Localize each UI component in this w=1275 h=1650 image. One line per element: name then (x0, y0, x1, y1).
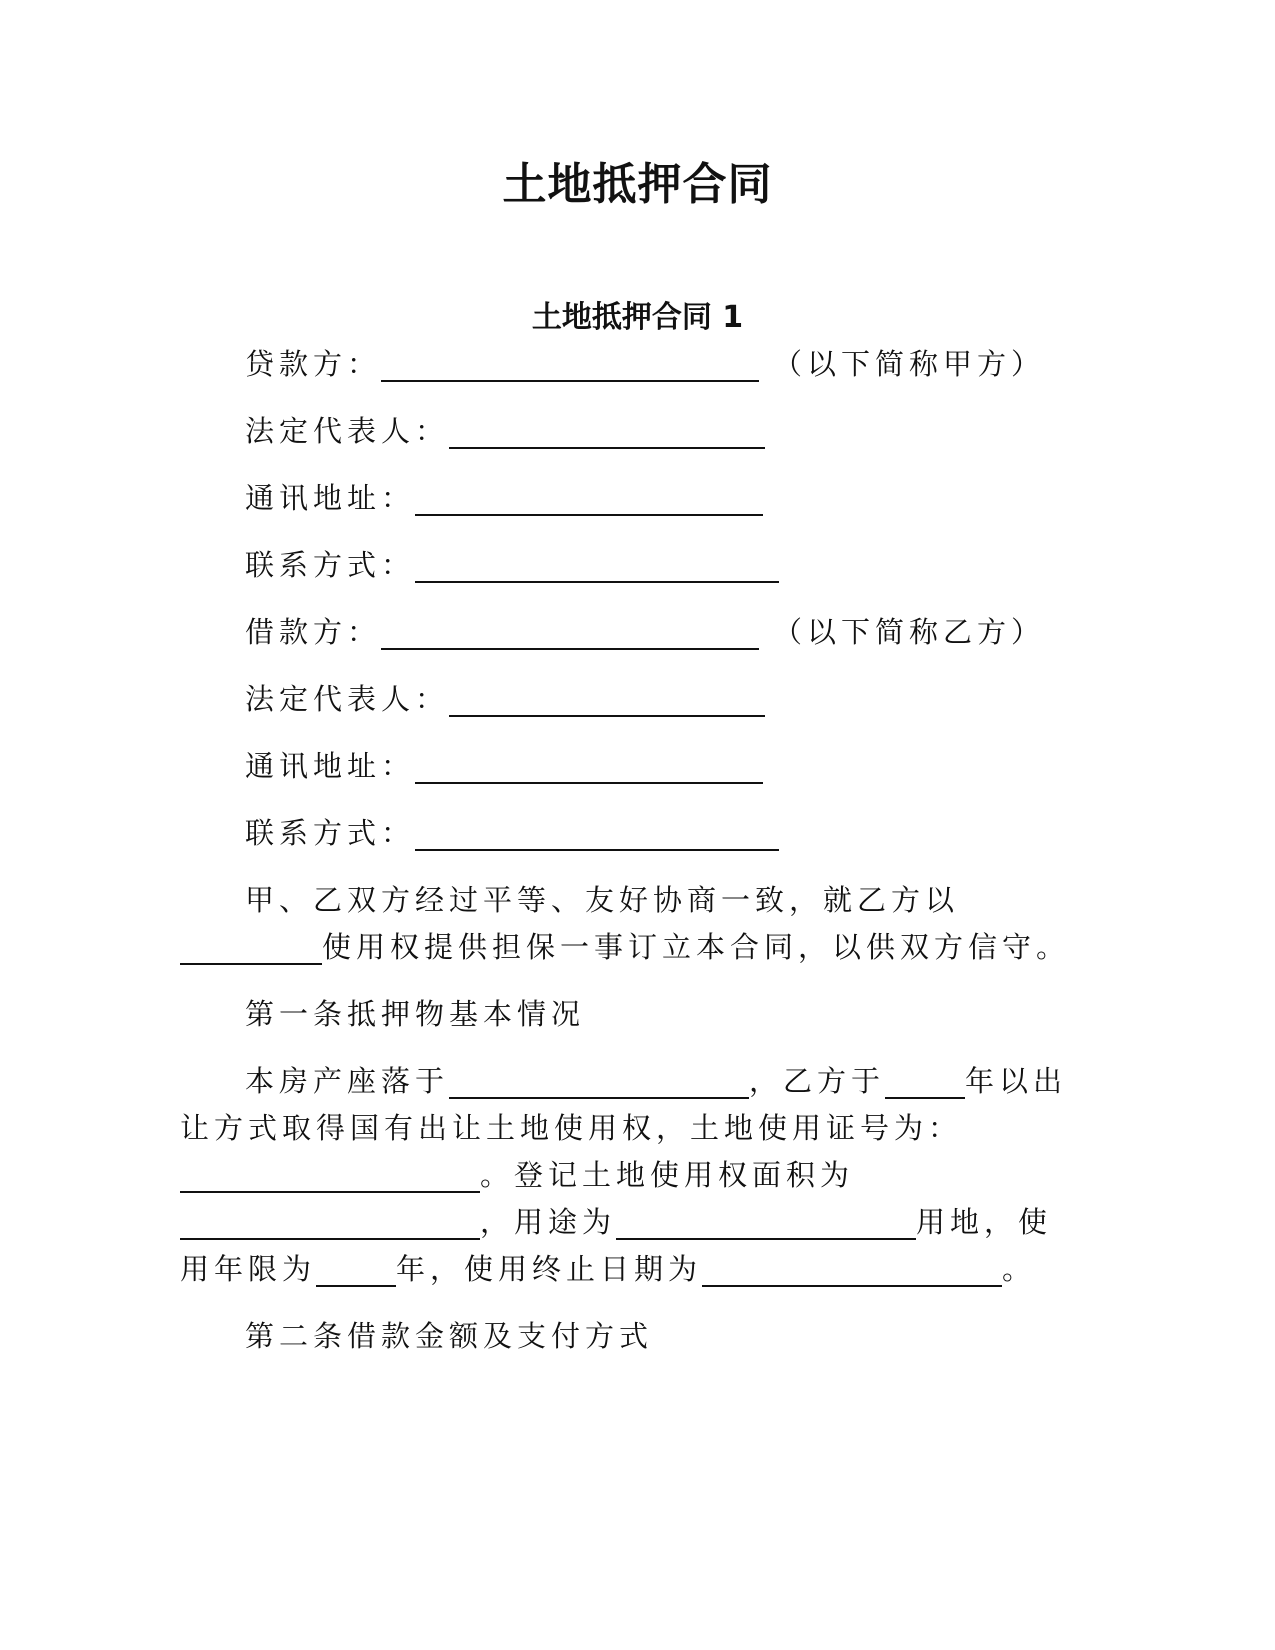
area-label: 。登记土地使用权面积为 (480, 1158, 855, 1192)
borrower-label: 借款方： (245, 615, 382, 649)
article1-line-1 (245, 1059, 1067, 1103)
lender-address-line (245, 476, 763, 520)
lender-contact-blank[interactable] (415, 547, 779, 583)
borrower-contact-line (245, 811, 779, 855)
usage-label: ，用途为 (480, 1205, 617, 1239)
borrower-address-blank[interactable] (415, 748, 763, 784)
term-years-blank[interactable] (316, 1251, 396, 1287)
document-title: 土地抵押合同 (502, 159, 773, 210)
lender-contact-label: 联系方式： (245, 548, 416, 582)
article1-heading (245, 992, 585, 1036)
term-label: 用年限为 (180, 1252, 317, 1286)
lender-label: 贷款方： (245, 347, 382, 381)
usage-blank[interactable] (616, 1204, 916, 1240)
article1-line-2 (180, 1106, 962, 1150)
lender-suffix: （以下简称甲方） (773, 347, 1046, 381)
lender-rep-line (245, 409, 765, 453)
end-date-blank[interactable] (702, 1251, 1002, 1287)
end-period: 。 (1002, 1252, 1037, 1286)
intro-text-2: 使用权提供担保一事订立本合同，以供双方信守。 (322, 930, 1071, 964)
lender-address-blank[interactable] (415, 480, 763, 516)
article1-line-3 (180, 1153, 854, 1197)
borrower-rep-label: 法定代表人： (245, 682, 450, 716)
certificate-label: 让方式取得国有出让土地使用权，土地使用证号为： (180, 1111, 963, 1145)
lender-address-label: 通讯地址： (245, 481, 416, 515)
area-blank[interactable] (180, 1204, 480, 1240)
article1-line-5 (180, 1247, 1036, 1291)
borrower-suffix: （以下简称乙方） (773, 615, 1046, 649)
lender-line (245, 342, 1045, 386)
borrower-contact-label: 联系方式： (245, 816, 416, 850)
acquired-year-suffix: 年以出 (965, 1064, 1068, 1098)
intro-text-1: 甲、乙双方经过平等、友好协商一致，就乙方以 (245, 883, 960, 917)
borrower-address-label: 通讯地址： (245, 749, 416, 783)
borrower-blank[interactable] (381, 614, 759, 650)
article2-heading-text: 第二条借款金额及支付方式 (245, 1319, 654, 1353)
intro-line-1 (245, 878, 959, 922)
borrower-rep-line (245, 677, 765, 721)
collateral-blank[interactable] (180, 929, 322, 965)
certificate-number-blank[interactable] (180, 1157, 480, 1193)
article2-heading (245, 1314, 653, 1358)
lender-rep-label: 法定代表人： (245, 414, 450, 448)
acquired-year-blank[interactable] (885, 1063, 965, 1099)
contract-subtitle: 土地抵押合同 1 (531, 300, 744, 335)
acquired-year-label: ，乙方于 (749, 1064, 886, 1098)
end-date-label: 年，使用终止日期为 (396, 1252, 703, 1286)
borrower-line (245, 610, 1045, 654)
lender-blank[interactable] (381, 346, 759, 382)
intro-line-2 (180, 925, 1070, 969)
article1-line-4 (180, 1200, 1052, 1244)
lender-rep-blank[interactable] (449, 413, 765, 449)
borrower-address-line (245, 744, 763, 788)
property-location-label: 本房产座落于 (245, 1064, 450, 1098)
borrower-contact-blank[interactable] (415, 815, 779, 851)
borrower-rep-blank[interactable] (449, 681, 765, 717)
article1-heading-text: 第一条抵押物基本情况 (245, 997, 586, 1031)
usage-suffix: 用地，使 (916, 1205, 1053, 1239)
property-location-blank[interactable] (449, 1063, 749, 1099)
lender-contact-line (245, 543, 779, 587)
